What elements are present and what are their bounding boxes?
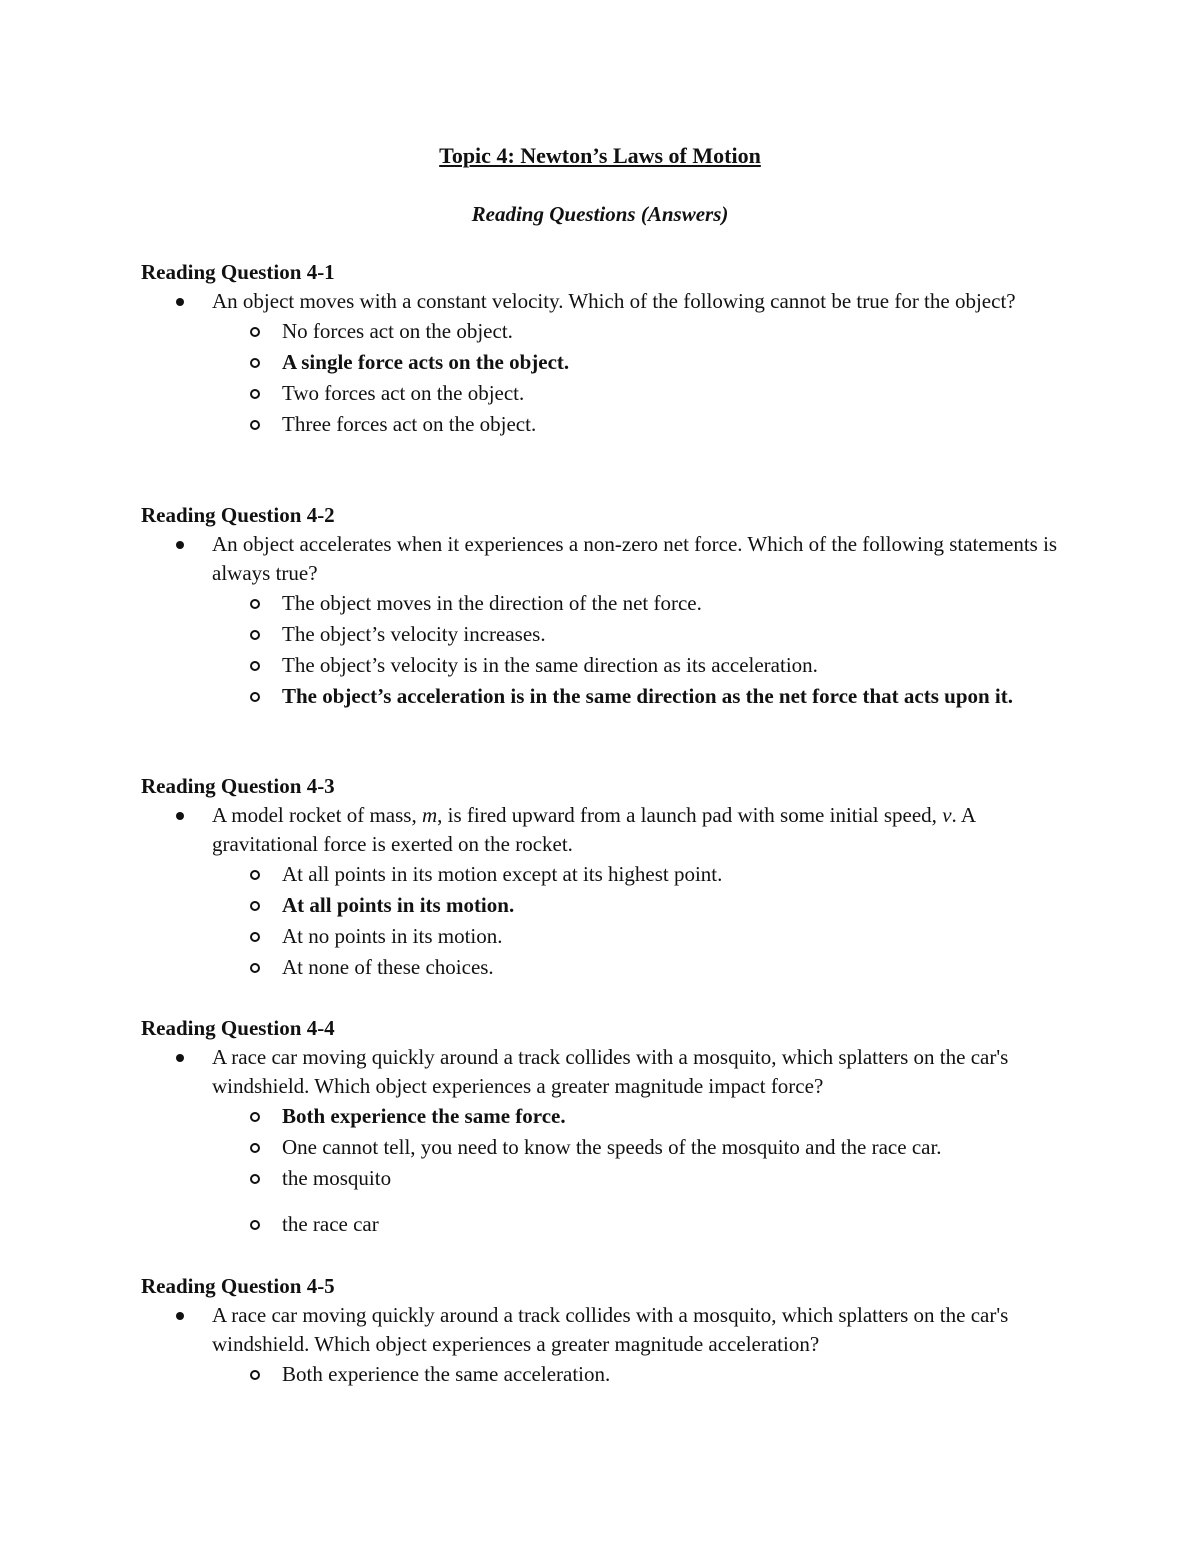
question-prompt [141,801,1062,859]
question-heading: Reading Question 4-1 [141,260,335,284]
page-title: Topic 4: Newton’s Laws of Motion [439,143,761,168]
answer-option [141,1359,1082,1390]
bullet-icon [176,541,184,549]
page-subtitle: Reading Questions (Answers) [471,202,729,226]
answer-options [141,859,1101,983]
question-4-1 [141,257,1101,440]
answer-option [141,316,1082,347]
circle-bullet-icon [250,630,260,640]
question-4-5 [141,1271,1101,1390]
option-text: One cannot tell, you need to know the speeds of the mosquito and the race car. [282,1135,942,1159]
answer-option-correct [141,681,1082,712]
answer-options [141,1359,1101,1390]
answer-option [141,952,1082,983]
prompt-text-part: A model rocket of mass, [212,803,422,827]
option-text: The object moves in the direction of the net force. [282,591,702,615]
speed-variable: v [942,803,952,827]
option-text: At all points in its motion. [282,893,515,917]
bullet-icon [176,1054,184,1062]
circle-bullet-icon [250,1143,260,1153]
circle-bullet-icon [250,1112,260,1122]
option-text: Two forces act on the object. [282,381,525,405]
option-text: At no points in its motion. [282,924,503,948]
prompt-text-part: , is fired upward from a launch pad with some initial speed, [437,803,943,827]
answer-option-correct [141,890,1082,921]
circle-bullet-icon [250,1220,260,1230]
option-text: Both experience the same force. [282,1104,566,1128]
answer-option [141,1163,1082,1194]
prompt-text-part: . A gravitational force is exerted on the rocket. [212,803,975,856]
answer-options [141,316,1101,440]
circle-bullet-icon [250,1174,260,1184]
question-heading: Reading Question 4-5 [141,1274,335,1298]
answer-option-correct [141,1101,1082,1132]
circle-bullet-icon [250,661,260,671]
question-heading: Reading Question 4-2 [141,503,335,527]
option-text: Both experience the same acceleration. [282,1362,611,1386]
question-prompt [141,287,1062,316]
option-text: A single force acts on the object. [282,350,570,374]
circle-bullet-icon [250,327,260,337]
answer-option [141,378,1082,409]
prompt-text: A race car moving quickly around a track collides with a mosquito, which splatters on the car's windshield. Which object experiences a greater magnitude acceleration? [212,1303,1009,1356]
bullet-icon [176,298,184,306]
circle-bullet-icon [250,901,260,911]
prompt-text: An object accelerates when it experiences a non-zero net force. Which of the following statements is always true? [212,532,1058,585]
answer-option [141,859,1082,890]
answer-option [141,619,1082,650]
answer-options [141,588,1101,712]
question-prompt [141,1301,1062,1359]
answer-option [141,1132,1082,1163]
answer-option [141,1209,1082,1240]
answer-option [141,650,1082,681]
circle-bullet-icon [250,358,260,368]
circle-bullet-icon [250,692,260,702]
question-heading: Reading Question 4-4 [141,1016,335,1040]
circle-bullet-icon [250,599,260,609]
circle-bullet-icon [250,963,260,973]
option-text: the mosquito [282,1166,392,1190]
circle-bullet-icon [250,1370,260,1380]
answer-option [141,409,1082,440]
answer-options [141,1101,1101,1240]
answer-option [141,588,1082,619]
option-text: The object’s velocity increases. [282,622,546,646]
answer-option [141,921,1082,952]
option-text: No forces act on the object. [282,319,513,343]
question-heading: Reading Question 4-3 [141,774,335,798]
option-text: the race car [282,1212,379,1236]
question-4-2 [141,500,1101,712]
option-text: At all points in its motion except at its highest point. [282,862,723,886]
prompt-text: An object moves with a constant velocity. Which of the following cannot be true for the object? [212,289,1016,313]
prompt-text: A race car moving quickly around a track collides with a mosquito, which splatters on the car's windshield. Which object experiences a greater magnitude impact force? [212,1045,1009,1098]
circle-bullet-icon [250,932,260,942]
mass-variable: m [421,803,438,827]
option-text: At none of these choices. [282,955,494,979]
circle-bullet-icon [250,420,260,430]
question-4-4 [141,1013,1101,1240]
bullet-icon [176,1312,184,1320]
bullet-icon [176,812,184,820]
option-text: The object’s velocity is in the same direction as its acceleration. [282,653,818,677]
option-text: The object’s acceleration is in the same direction as the net force that acts upon it. [282,684,1014,708]
circle-bullet-icon [250,870,260,880]
option-text: Three forces act on the object. [282,412,537,436]
circle-bullet-icon [250,389,260,399]
question-prompt [141,530,1062,588]
question-4-3 [141,771,1101,983]
answer-option-correct [141,347,1082,378]
question-prompt [141,1043,1062,1101]
